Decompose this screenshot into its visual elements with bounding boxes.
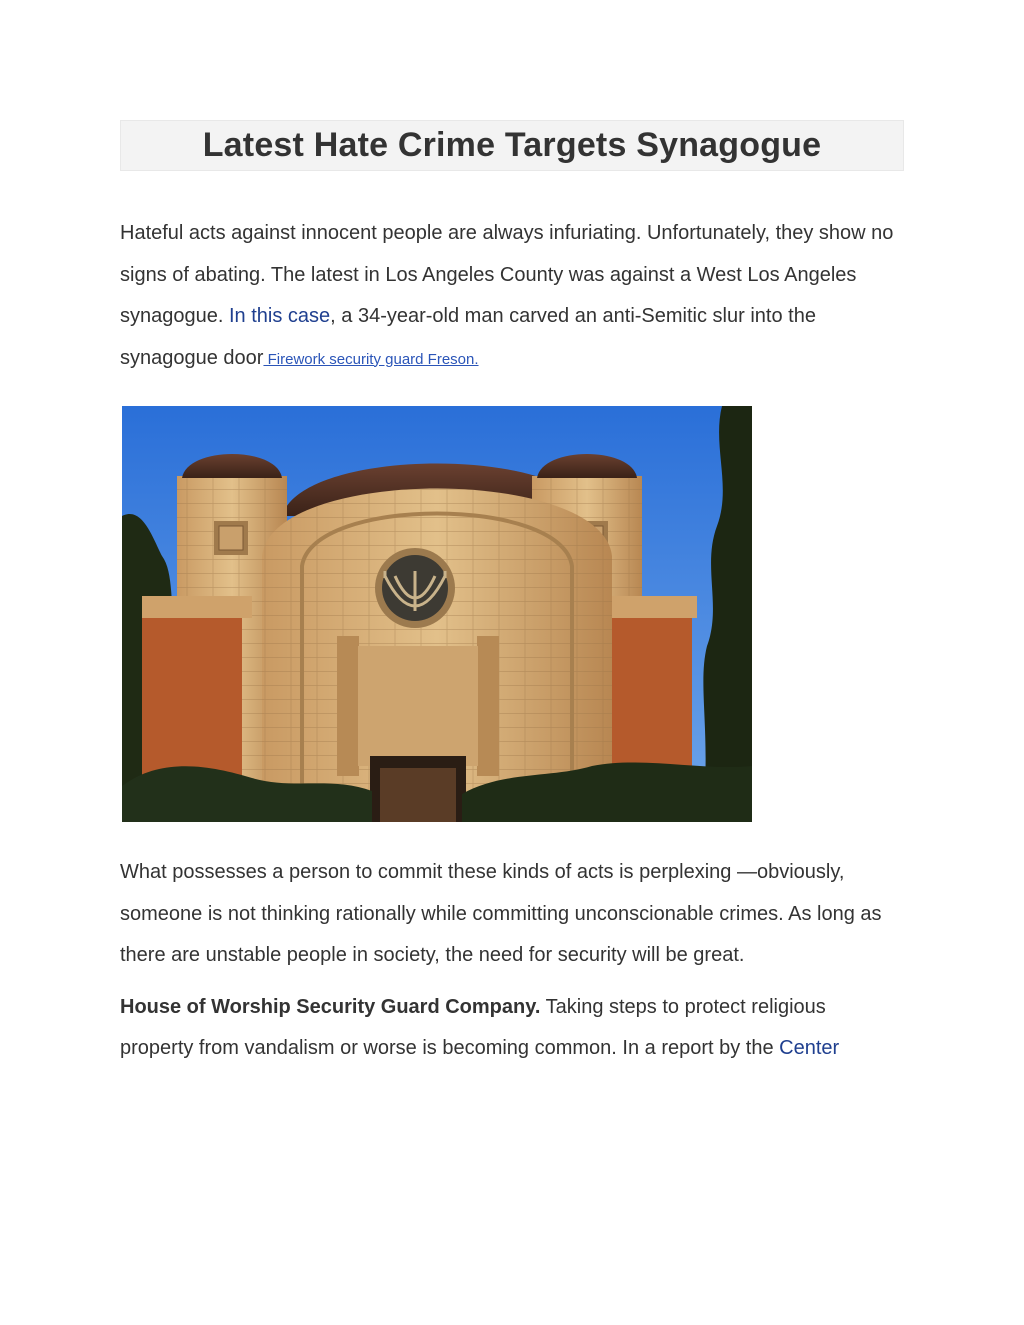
house-of-worship-heading: House of Worship Security Guard Company. <box>120 995 541 1018</box>
intro-text: Hateful acts against innocent people are always infuriating. Unfortunately, they show no signs of abating. The latest in Los Angeles County was against a West Los Angeles synagogue. <box>120 222 894 327</box>
intro-text-continued: , a 34-year-old man carved an anti-Semitic slur into the synagogue door <box>120 305 816 369</box>
paragraph-intro <box>120 213 904 380</box>
in-this-case-link[interactable]: In this case <box>228 305 331 327</box>
article <box>120 120 904 1070</box>
center-link[interactable]: Center <box>779 1037 840 1059</box>
paragraph-perplexing: What possesses a person to commit these kinds of acts is perplexing —obviously, someone is not thinking rationally while committing unconscionable crimes. As long as there are unstable people in society, the need for security will be great. <box>120 861 882 966</box>
firework-security-link[interactable]: Firework security guard Freson. <box>263 350 479 368</box>
paragraph-house-of-worship <box>120 987 904 1070</box>
title-bar <box>120 120 904 171</box>
synagogue-photo <box>122 406 752 822</box>
house-of-worship-text: Taking steps to protect religious property from vandalism or worse is becoming common. In a report by the <box>120 995 826 1059</box>
page-title: Latest Hate Crime Targets Synagogue <box>202 126 822 164</box>
